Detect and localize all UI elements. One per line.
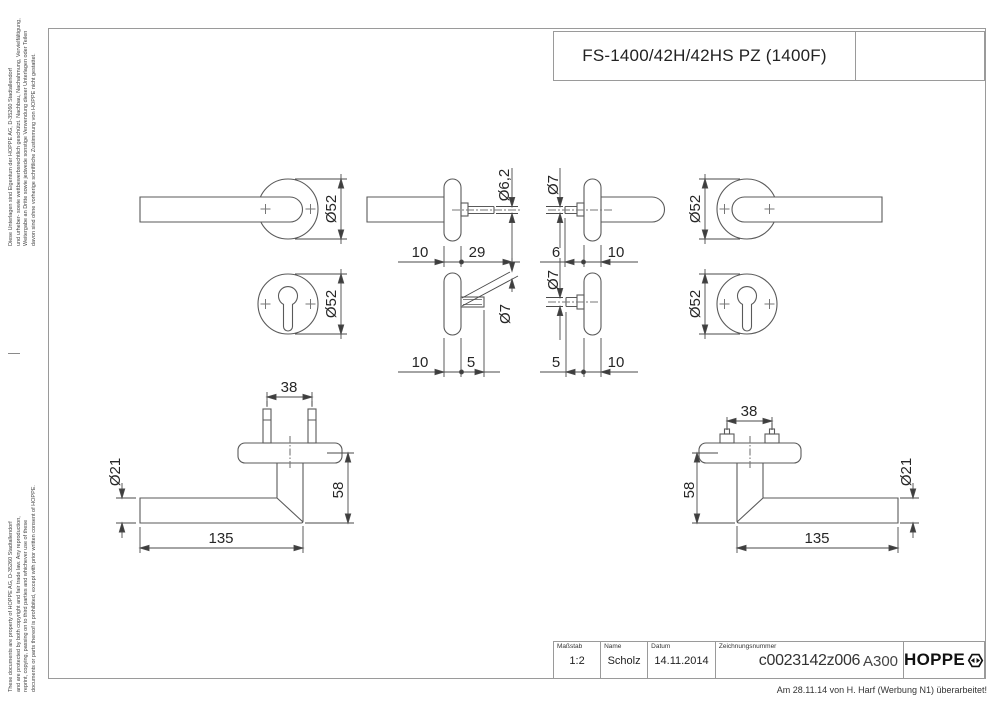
lever-front-view-right bbox=[699, 423, 898, 523]
lever-grip bbox=[737, 498, 898, 523]
date-value: 14.11.2014 bbox=[654, 655, 709, 667]
title-block-date bbox=[648, 642, 716, 678]
name-value: Scholz bbox=[607, 655, 641, 667]
dim-label-d52: Ø52 bbox=[687, 194, 704, 224]
dim-label-d21: Ø21 bbox=[107, 457, 124, 487]
disclaimer-en-line: reprint, copying, passing on to third parties and whichever use of these bbox=[23, 519, 30, 692]
disclaimer-de-line: davon sind ohne vorherige schriftliche Zustimmung von HOPPE nicht gestattet. bbox=[30, 53, 37, 246]
format-code: A300 bbox=[862, 653, 899, 670]
dim-label-38: 38 bbox=[740, 403, 758, 420]
dim-label-58: 58 bbox=[330, 481, 347, 499]
lever-front-view-left bbox=[140, 401, 342, 523]
disclaimer-de-line: und urheber- sowie wettbewerbsrechtlich geschützt. Nachbau, Nachahmung, Vervielfältigung, bbox=[15, 18, 22, 246]
date-label: Datum bbox=[651, 643, 671, 650]
dim-label-d7: Ø7 bbox=[545, 174, 562, 196]
hoppe-hexagon-arrow-icon bbox=[967, 652, 984, 669]
handle-side-view-right bbox=[548, 179, 665, 241]
dim-label-d21: Ø21 bbox=[898, 457, 915, 487]
drawing-number-value: c0023142z006 bbox=[758, 652, 861, 669]
title-block-drawing-number bbox=[716, 642, 904, 678]
dim-label-135: 135 bbox=[208, 530, 234, 547]
scale-value: 1:2 bbox=[569, 655, 585, 667]
dim-label-135: 135 bbox=[804, 530, 830, 547]
dim-label-5: 5 bbox=[551, 354, 561, 371]
lever-neck bbox=[737, 463, 763, 522]
lever-neck bbox=[277, 463, 303, 522]
dim-label-d52: Ø52 bbox=[323, 194, 340, 224]
dim-label-6: 6 bbox=[551, 244, 561, 261]
disclaimer-de-line: Diese Unterlagen sind Eigentum der HOPPE AG, D-35260 Stadtallendorf bbox=[8, 68, 14, 246]
handle-front-view-left bbox=[140, 179, 318, 239]
dimension-labels bbox=[107, 169, 915, 547]
disclaimer-en-line: and are protected by both copyright and fair trade law. Any reproduction, bbox=[15, 516, 22, 692]
disclaimer-en-line: These documents are property of HOPPE AG, D-35260 Stadtallendorf bbox=[8, 521, 14, 692]
name-label: Name bbox=[604, 643, 622, 650]
brand-name: HOPPE bbox=[904, 650, 966, 669]
dim-label-d7: Ø7 bbox=[545, 269, 562, 291]
title-block-scale bbox=[554, 642, 601, 678]
hoppe-logo bbox=[904, 642, 984, 678]
scale-label: Maßstab bbox=[557, 643, 583, 650]
dim-label-d52: Ø52 bbox=[687, 289, 704, 319]
title-block bbox=[553, 641, 985, 678]
revision-note: Am 28.11.14 von H. Harf (Werbung N1) überarbeitet! bbox=[776, 685, 987, 695]
disclaimer-de-line: Weitergabe an Dritte sowie jedwede sonstige Verwendung dieser Unterlagen oder Teilen bbox=[23, 30, 30, 246]
dim-label-10: 10 bbox=[607, 354, 625, 371]
pz-keyhole bbox=[738, 287, 757, 331]
screw-head bbox=[765, 434, 779, 443]
pz-keyhole bbox=[279, 287, 298, 331]
handle-front-view-right bbox=[717, 179, 882, 239]
fixing-stud bbox=[263, 409, 271, 443]
dim-label-d7: Ø7 bbox=[497, 303, 514, 325]
key-rose-front-view-right bbox=[717, 274, 777, 334]
dim-label-10: 10 bbox=[411, 354, 429, 371]
key-rose-front-view-left bbox=[258, 274, 318, 334]
dim-label-58: 58 bbox=[681, 481, 698, 499]
lever-grip bbox=[140, 498, 303, 523]
dim-label-d6-2: Ø6,2 bbox=[496, 168, 513, 202]
title-block-brand bbox=[904, 642, 984, 678]
key-rose-side-view-left bbox=[444, 273, 484, 335]
dim-label-10: 10 bbox=[411, 244, 429, 261]
disclaimer-en-line: documents or parts thereof is prohibited, except with prior written consent of HOPPE. bbox=[30, 485, 37, 692]
dim-label-10: 10 bbox=[607, 244, 625, 261]
dim-label-38: 38 bbox=[280, 379, 298, 396]
fixing-stud bbox=[308, 409, 316, 443]
drawing-title-text: FS-1400/42H/42HS PZ (1400F) bbox=[582, 46, 827, 65]
dim-label-29: 29 bbox=[468, 244, 486, 261]
dimensions bbox=[116, 168, 919, 553]
title-block-name bbox=[601, 642, 648, 678]
dim-label-5: 5 bbox=[466, 354, 476, 371]
dim-label-d52: Ø52 bbox=[323, 289, 340, 319]
drawing-number-label: Zeichnungsnummer bbox=[718, 643, 777, 650]
screw-head bbox=[720, 434, 734, 443]
